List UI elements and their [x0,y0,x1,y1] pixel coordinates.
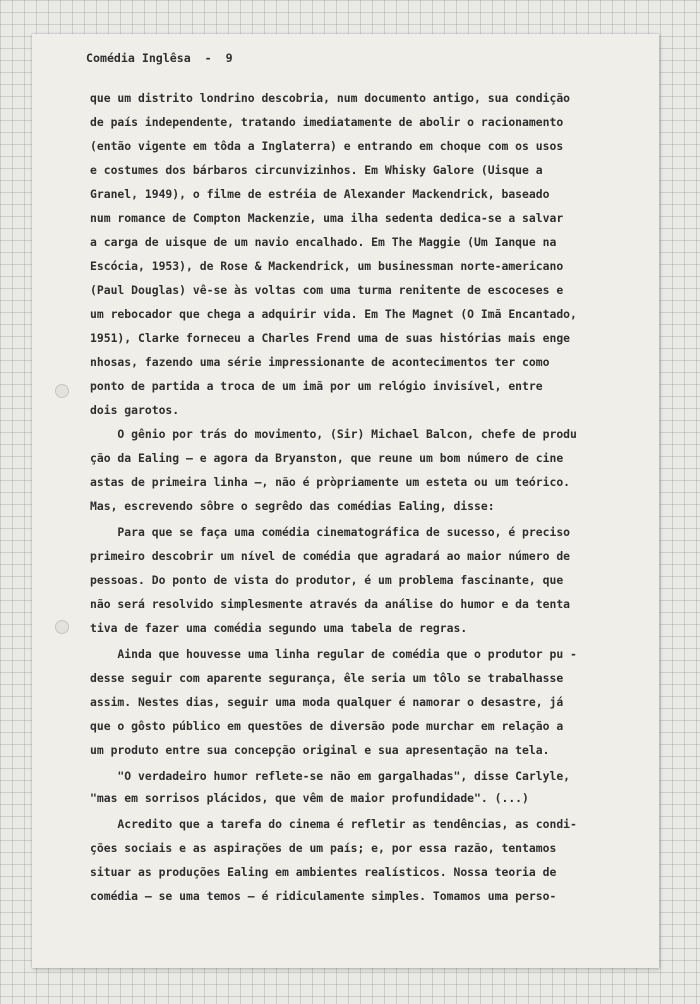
text-line: pessoas. Do ponto de vista do produtor, é um problema fascinante, que [90,573,564,587]
text-line: um produto entre sua concepção original e sua apresentação na tela. [90,743,550,757]
text-line: a carga de uisque de um navio encalhado. Em The Maggie (Um Ianque na [90,235,557,249]
typewritten-page [32,34,659,968]
text-line: desse seguir com aparente segurança, êle seria um tôlo se trabalhasse [90,671,564,685]
text-line: (então vigente em tôda a Inglaterra) e entrando em choque com os usos [90,139,564,153]
text-line: que o gôsto público em questões de diversão pode murchar em relação a [90,719,564,733]
text-line: astas de primeira linha —, não é pròpriamente um esteta ou um teórico. [90,475,571,489]
text-line: de país independente, tratando imediatamente de abolir o racionamento [90,115,564,129]
punch-hole [55,620,69,634]
text-line: Ainda que houvesse uma linha regular de comédia que o produtor pu - [90,647,577,661]
text-line: num romance de Compton Mackenzie, uma ilha sedenta dedica-se a salvar [90,211,564,225]
text-line: ções sociais e as aspirações de um país; e, por essa razão, tentamos [90,841,557,855]
text-line: Granel, 1949), o filme de estréia de Alexander Mackendrick, baseado [90,187,550,201]
text-line: (Paul Douglas) vê-se às voltas com uma turma renitente de escoceses e [90,283,564,297]
text-line: situar as produções Ealing em ambientes realísticos. Nossa teoria de [90,865,557,879]
text-line: Acredito que a tarefa do cinema é refletir as tendências, as condi- [90,817,577,831]
text-line: Mas, escrevendo sôbre o segrêdo das comédias Ealing, disse: [90,499,495,513]
text-line: primeiro descobrir um nível de comédia que agradará ao maior número de [90,549,571,563]
text-line: 1951), Clarke forneceu a Charles Frend uma de suas histórias mais enge [90,331,571,345]
text-line: ponto de partida a troca de um imã por um relógio invisível, entre [90,379,543,393]
text-line: "O verdadeiro humor reflete-se não em gargalhadas", disse Carlyle, [90,769,571,783]
punch-hole [55,384,69,398]
text-line: tiva de fazer uma comédia segundo uma tabela de regras. [90,621,468,635]
text-line: comédia — se uma temos — é ridiculamente simples. Tomamos uma perso- [90,889,557,903]
text-line: dois garotos. [90,403,180,417]
text-line: nhosas, fazendo uma série impressionante de acontecimentos ter como [90,355,550,369]
text-line: ção da Ealing — e agora da Bryanston, que reune um bom número de cine [90,451,564,465]
text-line: Escócia, 1953), de Rose & Mackendrick, um businessman norte-americano [90,259,564,273]
text-line: que um distrito londrino descobria, num documento antigo, sua condição [90,91,571,105]
text-line: Para que se faça uma comédia cinematográfica de sucesso, é preciso [90,525,571,539]
text-line: e costumes dos bárbaros circunvizinhos. Em Whisky Galore (Uisque a [90,163,543,177]
text-line: um rebocador que chega a adquirir vida. Em The Magnet (O Imã Encantado, [90,307,577,321]
text-line: O gênio por trás do movimento, (Sir) Michael Balcon, chefe de produ [90,427,577,441]
text-line: "mas em sorrisos plácidos, que vêm de maior profundidade". (...) [90,791,529,805]
text-line: assim. Nestes dias, seguir uma moda qualquer é namorar o desastre, já [90,695,564,709]
text-line: não será resolvido simplesmente através da análise do humor e da tenta [90,597,571,611]
page-header: Comédia Inglêsa - 9 [86,51,233,65]
